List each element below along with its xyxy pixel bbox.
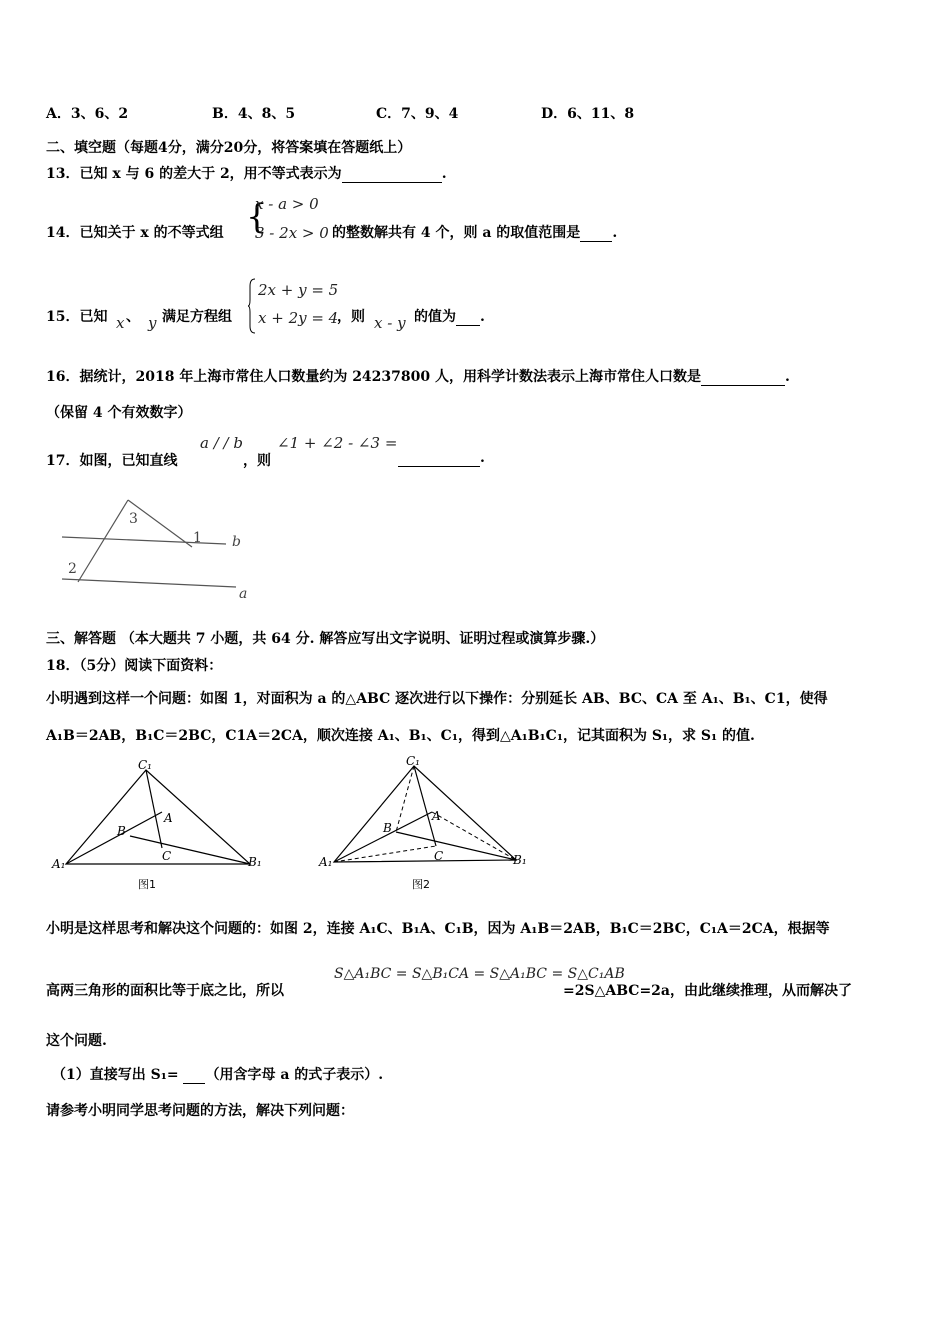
q16-blank — [701, 369, 785, 386]
fig2-label-c1: C₁ — [406, 754, 420, 768]
q15-expr: x - y — [374, 314, 406, 332]
q14-eq1: x - a > 0 — [255, 195, 319, 213]
q18-p6: （1）直接写出 S₁= — [52, 1067, 179, 1083]
q18-p2: A₁B＝2AB，B₁C＝2BC，C1A＝2CA，顺次连接 A₁、B₁、C₁，得到△A₁B₁C₁，记其面积为 S₁，求 S₁ 的值. — [46, 728, 755, 744]
fig2-label-b: B — [383, 821, 392, 835]
q13-end: . — [441, 166, 447, 182]
q15-y: y — [148, 314, 157, 332]
q17-end: . — [480, 450, 485, 466]
q15-then: ，则 — [337, 309, 365, 325]
q18-p4-pre: 高两三角形的面积比等于底之比，所以 — [46, 983, 284, 999]
fig1-label-b: B — [117, 824, 126, 838]
option-a: A．3、6、2 — [46, 106, 129, 122]
q15-eq1: 2x + y = 5 — [258, 281, 339, 299]
line-a — [62, 579, 236, 587]
triangle-a1b1c1 — [66, 770, 250, 864]
figure-17 — [56, 494, 266, 604]
fig2-caption: 图2 — [412, 878, 430, 891]
q15-brace — [247, 278, 257, 334]
q17-ab: a / / b — [200, 434, 243, 452]
q17-pre: 17．如图，已知直线 — [46, 453, 178, 469]
q15-pre: 15．已知 — [46, 309, 108, 325]
fig17-label-2: 2 — [68, 561, 77, 577]
fig17-label-a: a — [239, 586, 248, 602]
q18-p7: 请参考小明同学思考问题的方法，解决下列问题： — [46, 1103, 354, 1119]
q18-p1: 小明遇到这样一个问题：如图 1，对面积为 a 的△ABC 逐次进行以下操作：分别延长 AB、BC、CA 至 A₁、B₁、C1，使得 — [46, 691, 828, 707]
q18-p5: 这个问题. — [46, 1033, 107, 1049]
fig2-label-c: C — [434, 849, 444, 863]
option-d: D．6、11、8 — [541, 106, 635, 122]
dashed-ab1 — [432, 812, 516, 860]
q18-formula: S△A₁BC = S△B₁CA = S△A₁BC = S△C₁AB — [334, 966, 625, 982]
q17-then: ，则 — [243, 453, 271, 469]
question-13 — [46, 163, 447, 183]
q18-p6-post: （用含字母 a 的式子表示）. — [205, 1067, 384, 1083]
q14-pre: 14．已知关于 x 的不等式组 — [46, 225, 224, 241]
question-17 — [398, 450, 485, 467]
fig17-label-1: 1 — [193, 530, 202, 546]
fig1-label-c1: C₁ — [138, 758, 152, 772]
fig2-label-b1: B₁ — [513, 853, 527, 867]
q14-end: . — [612, 225, 618, 241]
figure-1 — [50, 756, 270, 896]
q15-post: 的值为 — [414, 309, 456, 325]
q15-eq2: x + 2y = 4 — [258, 309, 339, 327]
fig1-label-a1: A₁ — [52, 857, 66, 871]
section-3-title: 三、解答题 （本大题共 7 小题，共 64 分. 解答应写出文字说明、证明过程或演算步骤.） — [46, 631, 605, 647]
q15-end: . — [480, 309, 485, 325]
segment-b1b — [130, 836, 250, 864]
q15-blank — [456, 309, 480, 326]
fig2-label-a: A — [432, 809, 441, 823]
q18-p3: 小明是这样思考和解决这个问题的：如图 2，连接 A₁C、B₁A、C₁B，因为 A₁B＝2AB，B₁C＝2BC，C₁A＝2CA，根据等 — [46, 921, 830, 937]
fig2-label-a1: A₁ — [319, 855, 333, 869]
q18-head: 18．（5分）阅读下面资料： — [46, 658, 223, 674]
option-c: C．7、9、4 — [376, 106, 459, 122]
q15-x: x — [116, 314, 125, 332]
option-b: B．4、8、5 — [212, 106, 296, 122]
question-16 — [46, 366, 790, 386]
fig1-label-a: A — [164, 811, 173, 825]
q17-blank — [398, 450, 480, 467]
segment-c1c — [414, 766, 436, 846]
fig17-label-b: b — [232, 534, 241, 550]
fig1-label-c: C — [162, 849, 172, 863]
q15-mid: 满足方程组 — [162, 309, 232, 325]
q16-line1: 16．据统计，2018 年上海市常住人口数量约为 24237800 人，用科学计数法表示上海市常住人口数是 — [46, 369, 701, 385]
q13-text: 13．已知 x 与 6 的差大于 2，用不等式表示为 — [46, 166, 342, 182]
q13-blank — [342, 166, 442, 183]
q18-part1 — [52, 1064, 383, 1084]
q14-post: 的整数解共有 4 个，则 a 的取值范围是 — [332, 225, 581, 241]
segment-b1b — [396, 832, 516, 860]
q16-line2: （保留 4 个有效数字） — [46, 405, 192, 421]
fig1-label-b1: B₁ — [248, 855, 262, 869]
segment-a1a — [66, 812, 162, 864]
q18-p4-post: =2S△ABC=2a，由此继续推理，从而解决了 — [563, 983, 852, 999]
q18-blank — [183, 1067, 205, 1084]
question-14 — [332, 222, 617, 242]
q15-sep: 、 — [126, 309, 140, 325]
question-15 — [414, 306, 485, 326]
fig17-label-3: 3 — [129, 511, 138, 527]
q14-blank — [580, 225, 612, 242]
q17-expr: ∠1 + ∠2 - ∠3 = — [277, 434, 398, 452]
transversal — [78, 500, 128, 582]
fig1-caption: 图1 — [138, 878, 156, 891]
figure-2 — [316, 752, 536, 892]
section-2-title: 二、填空题（每题4分，满分20分，将答案填在答题纸上） — [46, 140, 412, 156]
q14-brace: { — [246, 197, 268, 237]
q14-eq2: 3 - 2x > 0 — [255, 224, 329, 242]
q16-end: . — [785, 369, 790, 385]
